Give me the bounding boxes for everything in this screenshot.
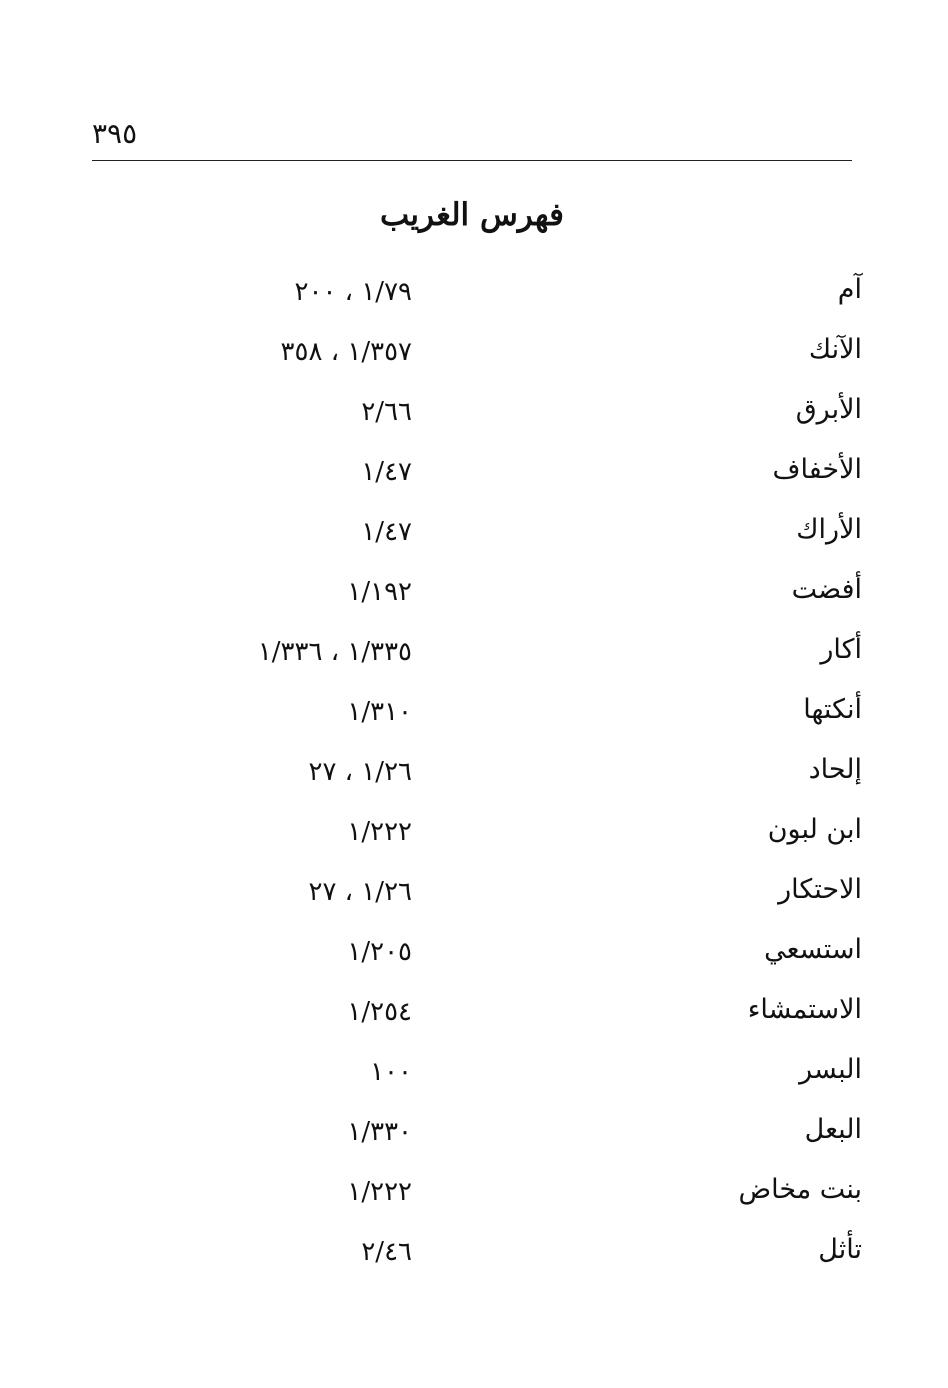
index-term: الأخفاف: [772, 454, 862, 485]
page-references: ١/٣٣٥ ، ١/٣٣٦: [257, 637, 412, 667]
list-item: [0, 742, 948, 802]
index-term: بنت مخاض: [738, 1174, 862, 1205]
index-term: أفضت: [791, 574, 862, 605]
list-item: [0, 442, 948, 502]
index-term: البعل: [804, 1114, 862, 1145]
index-term: إلحاد: [808, 754, 862, 785]
list-item: [0, 682, 948, 742]
index-term: تأثل: [818, 1234, 862, 1265]
header-rule: [92, 160, 852, 161]
index-term: أنكتها: [803, 694, 862, 725]
page-references: ١/٢٠٥: [347, 937, 412, 967]
list-item: [0, 1222, 948, 1282]
list-item: [0, 1042, 948, 1102]
glossary-index-list: [0, 262, 948, 1282]
page-references: ١/٤٧: [361, 457, 412, 487]
list-item: [0, 922, 948, 982]
list-item: [0, 982, 948, 1042]
index-term: الاحتكار: [778, 874, 862, 905]
page-references: ١/٢٢٢: [347, 817, 412, 847]
page-references: ٢/٤٦: [361, 1237, 412, 1267]
page-number: ٣٩٥: [92, 117, 138, 150]
list-item: [0, 802, 948, 862]
page-references: ١/٢٦ ، ٢٧: [308, 757, 412, 787]
list-item: [0, 322, 948, 382]
index-term: الآنك: [808, 334, 862, 365]
index-term: أكار: [820, 634, 862, 665]
list-item: [0, 862, 948, 922]
page-references: ١/٣١٠: [347, 697, 412, 727]
page-references: ١/٧٩ ، ٢٠٠: [294, 277, 412, 307]
page-references: ١/٣٥٧ ، ٣٥٨: [280, 337, 412, 367]
list-item: [0, 622, 948, 682]
page-references: ٢/٦٦: [361, 397, 412, 427]
page-references: ١/١٩٢: [347, 577, 412, 607]
list-item: [0, 382, 948, 442]
index-term: الاستمشاء: [747, 994, 862, 1025]
index-term: استسعي: [764, 934, 862, 965]
list-item: [0, 1162, 948, 1222]
page-references: ١/٣٣٠: [347, 1117, 412, 1147]
index-term: آم: [837, 274, 862, 305]
page-references: ١/٢٦ ، ٢٧: [308, 877, 412, 907]
page-references: ١/٤٧: [361, 517, 412, 547]
index-term: البسر: [799, 1054, 862, 1085]
index-term: الأراك: [796, 514, 862, 545]
page-references: ١٠٠: [370, 1057, 412, 1087]
index-term: الأبرق: [795, 394, 862, 425]
list-item: [0, 262, 948, 322]
list-item: [0, 1102, 948, 1162]
page-references: ١/٢٥٤: [347, 997, 412, 1027]
page-title: فهرس الغريب: [379, 197, 565, 233]
list-item: [0, 502, 948, 562]
list-item: [0, 562, 948, 622]
page-references: ١/٢٢٢: [347, 1177, 412, 1207]
index-term: ابن لبون: [767, 814, 862, 845]
